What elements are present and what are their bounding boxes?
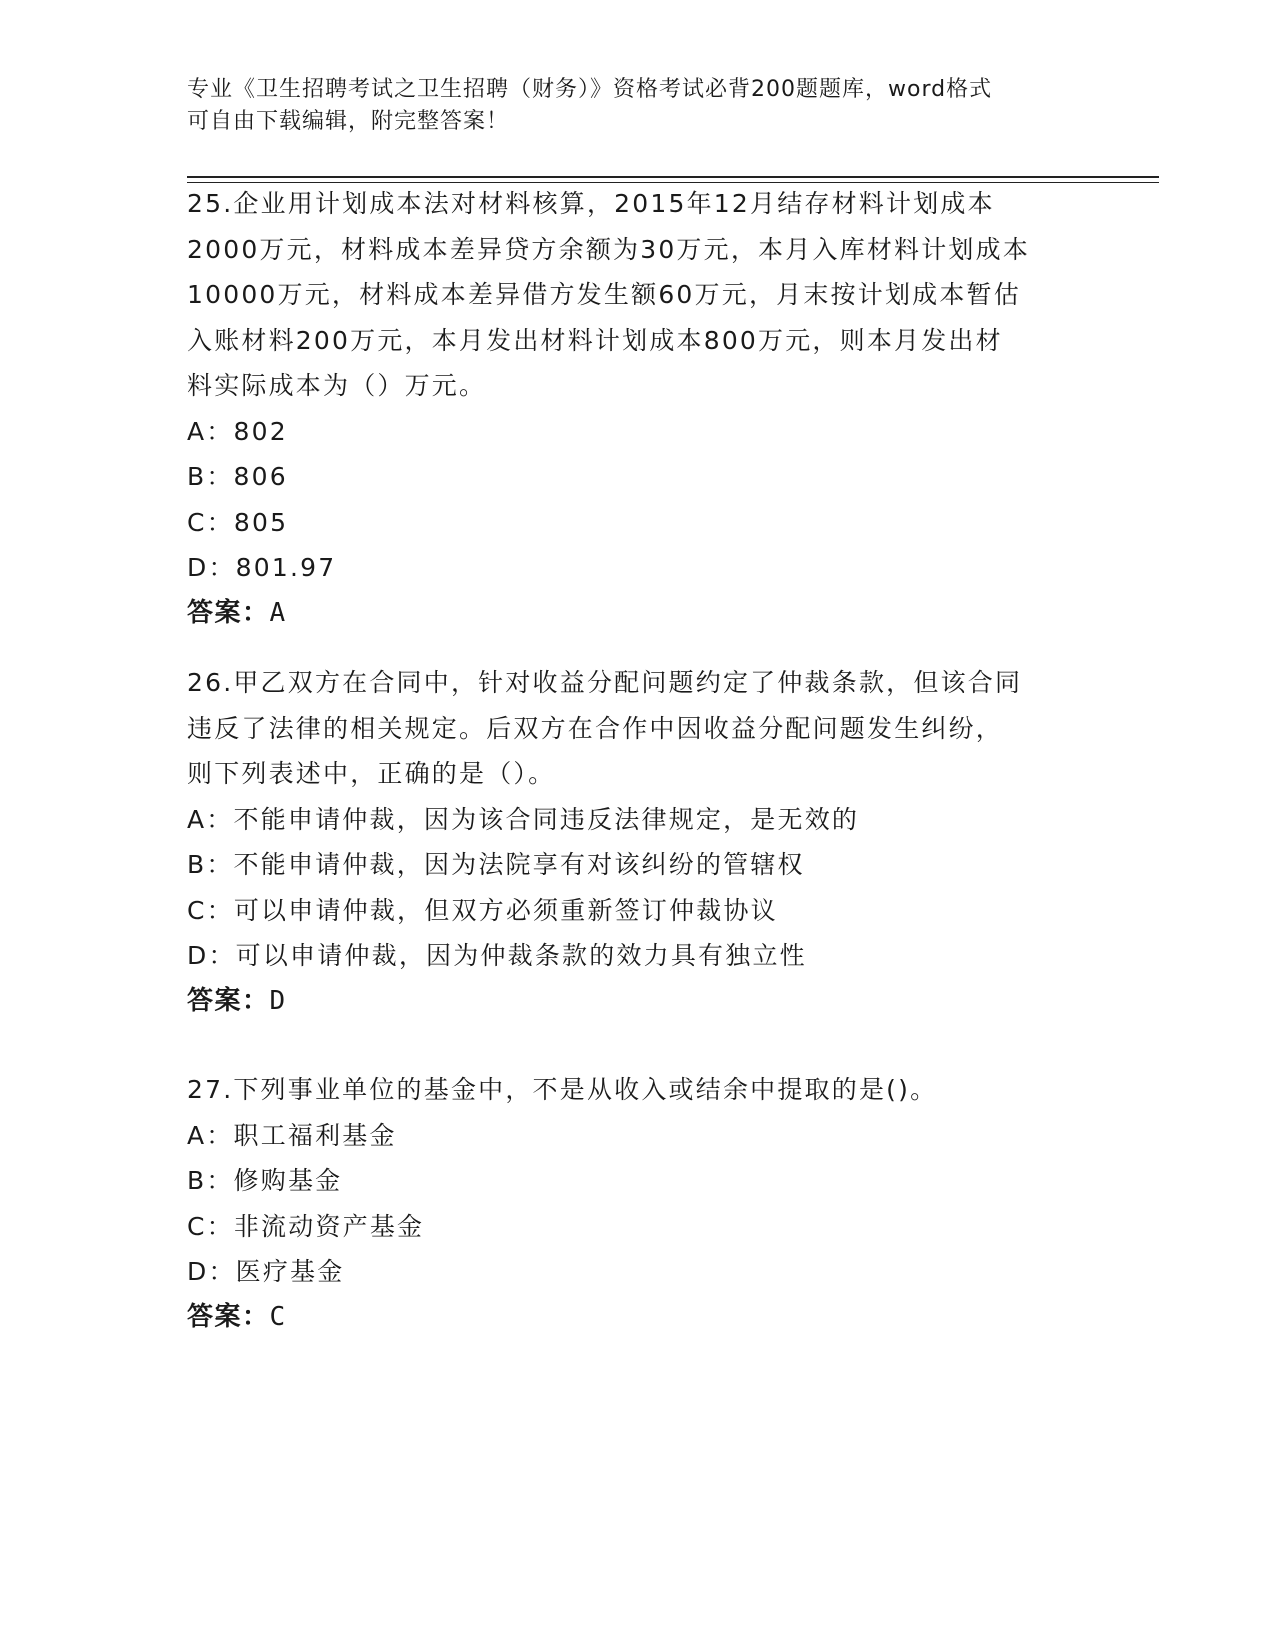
answer-line [187, 979, 1087, 1025]
option-b: B：不能申请仲裁，因为法院享有对该纠纷的管辖权 [187, 850, 805, 879]
option-c: C：可以申请仲裁，但双方必须重新签订仲裁协议 [187, 895, 778, 925]
answer-value: D [269, 985, 287, 1016]
question-stem-line: 10000万元，材料成本差异借方发生额60万元，月末按计划成本暂估 [187, 280, 1021, 309]
option-a: A：不能申请仲裁，因为该合同违反法律规定，是无效的 [187, 804, 860, 834]
question-stem-line: 则下列表述中，正确的是（）。 [187, 759, 556, 788]
question-25 [187, 181, 1087, 636]
answer-label: 答案： [187, 985, 270, 1016]
option-d: D：可以申请仲裁，因为仲裁条款的效力具有独立性 [187, 941, 807, 970]
answer-label: 答案： [187, 597, 270, 628]
option-d: D：801.97 [187, 553, 337, 582]
option-b: B：806 [187, 462, 288, 491]
question-stem-line: 27.下列事业单位的基金中，不是从收入或结余中提取的是()。 [187, 1075, 938, 1104]
question-stem-line: 26.甲乙双方在合同中，针对收益分配问题约定了仲裁条款，但该合同 [187, 668, 1023, 697]
answer-value: A [269, 597, 287, 628]
option-c: C：805 [187, 507, 289, 537]
question-26 [187, 660, 1087, 1024]
header-title-line-1: 专业《卫生招聘考试之卫生招聘（财务）》资格考试必背200题题库，word格式 [187, 77, 993, 102]
question-27 [187, 1067, 1087, 1340]
question-stem-line: 25.企业用计划成本法对材料核算，2015年12月结存材料计划成本 [187, 189, 995, 218]
option-c: C：非流动资产基金 [187, 1211, 425, 1241]
question-stem-line: 入账材料200万元，本月发出材料计划成本800万元，则本月发出材 [187, 325, 1003, 355]
option-a: A：职工福利基金 [187, 1120, 397, 1150]
question-stem-line: 违反了法律的相关规定。后双方在合作中因收益分配问题发生纠纷， [187, 713, 1004, 743]
document-header [187, 74, 1087, 138]
answer-value: C [269, 1301, 287, 1332]
option-a: A：802 [187, 416, 288, 446]
option-d: D：医疗基金 [187, 1257, 345, 1286]
answer-label: 答案： [187, 1301, 270, 1332]
answer-line [187, 591, 1087, 637]
question-stem-line: 2000万元，材料成本差异贷方余额为30万元，本月入库材料计划成本 [187, 234, 1031, 264]
answer-line [187, 1295, 1087, 1341]
header-title-line-2: 可自由下载编辑，附完整答案！ [187, 109, 510, 134]
question-stem-line: 料实际成本为（）万元。 [187, 371, 487, 400]
option-b: B：修购基金 [187, 1166, 343, 1195]
header-divider-thick [187, 176, 1159, 178]
